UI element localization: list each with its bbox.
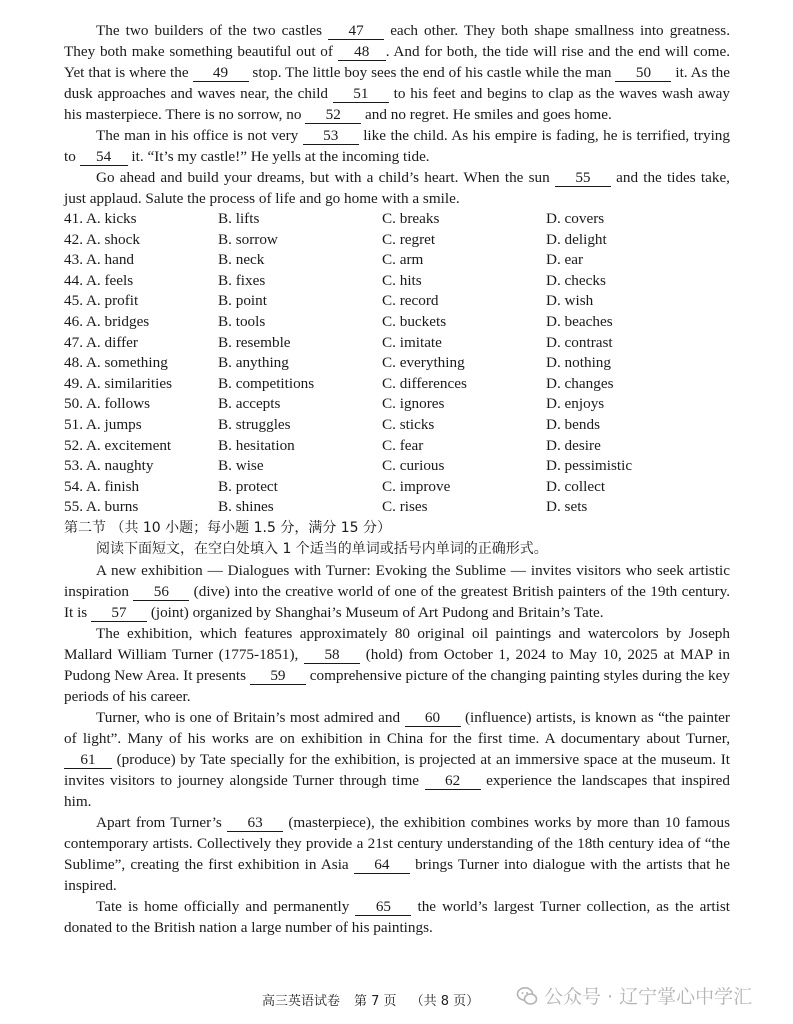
text: (dive) into the creative world of one of the greatest British painters of the 19th century. It is: [64, 582, 730, 621]
blank-48: 48: [338, 43, 386, 61]
option-row: [60, 415, 728, 436]
option-d: D. ear: [546, 251, 584, 269]
option-b: B. protect: [218, 477, 278, 495]
option-row: [60, 271, 728, 292]
blank-56: 56: [133, 583, 189, 601]
text: Turner, who is one of Britain’s most admired and: [96, 708, 405, 726]
blank-60: 60: [405, 709, 461, 727]
blank-52: 52: [305, 106, 361, 124]
option-c: C. improve: [382, 477, 451, 495]
option-b: B. anything: [218, 354, 289, 372]
option-row: [60, 333, 728, 354]
option-c: C. imitate: [382, 333, 442, 351]
text: The exhibition, which features approximately 80 original oil paintings and watercolors by Joseph Mallard William Turner (1775-1851),: [64, 624, 730, 663]
option-b: B. fixes: [218, 271, 266, 289]
text: each other. They both shape smallness into greatness. They both make something beautiful out of: [64, 22, 731, 60]
text: Go ahead and build your dreams, but with a child’s heart. When the sun: [96, 169, 555, 186]
option-d: D. collect: [546, 477, 606, 495]
page-footer: [262, 990, 493, 1009]
option-row: [60, 436, 728, 457]
option-b: B. lifts: [218, 210, 260, 227]
blank-65: 65: [355, 898, 411, 916]
blank-54: 54: [80, 148, 128, 166]
option-row: [60, 291, 728, 312]
option-a: 47. A. differ: [64, 333, 138, 351]
text: (hold) from October 1, 2024 to May 10, 2025 at MAP in Pudong New Area. It presents: [64, 645, 730, 684]
watermark-text: 公众号 · 辽宁掌心中学汇: [544, 986, 753, 1008]
text: (produce) by Tate specially for the exhibition, is projected at an immersive space at the museum. It invites visitors to journey alongside Turner through time: [64, 750, 730, 789]
exam-name: 高三英语试卷: [262, 994, 341, 1009]
option-c: C. ignores: [382, 395, 445, 413]
option-d: D. beaches: [546, 312, 613, 330]
text: experience the landscapes that inspired him.: [64, 771, 730, 810]
option-a: 55. A. burns: [64, 498, 139, 516]
option-b: B. resemble: [218, 333, 291, 351]
text: Apart from Turner’s: [96, 813, 228, 831]
blank-61: 61: [64, 751, 112, 769]
option-row: [60, 477, 728, 498]
option-row: [60, 497, 728, 518]
option-c: C. rises: [382, 498, 428, 516]
option-c: C. curious: [382, 457, 445, 475]
option-d: D. pessimistic: [546, 457, 633, 475]
option-d: D. covers: [546, 210, 605, 227]
options-table: [60, 209, 728, 518]
option-a: 41. A. kicks: [64, 210, 137, 227]
option-d: D. checks: [546, 271, 606, 289]
option-a: 43. A. hand: [64, 251, 135, 269]
page-number: 第 7 页: [354, 994, 397, 1009]
option-row: [60, 353, 728, 374]
exam-page: [64, 20, 730, 938]
option-row: [60, 456, 728, 477]
option-a: 50. A. follows: [64, 395, 151, 413]
option-a: 45. A. profit: [64, 292, 139, 310]
option-d: D. sets: [546, 498, 588, 516]
option-c: C. differences: [382, 374, 467, 392]
cloze-paragraph-3: [64, 167, 730, 209]
blank-49: 49: [193, 64, 249, 82]
text: A new exhibition — Dialogues with Turner: Evoking the Sublime — invites visitors who seek artistic inspiration: [64, 561, 730, 600]
option-row: [60, 209, 728, 230]
option-b: B. wise: [218, 457, 264, 475]
grammar-paragraph-4: [64, 812, 730, 896]
blank-51: 51: [333, 85, 389, 103]
option-d: D. desire: [546, 436, 601, 454]
option-c: C. hits: [382, 271, 422, 289]
option-c: C. everything: [382, 354, 465, 372]
grammar-paragraph-5: [64, 896, 730, 938]
blank-58: 58: [304, 646, 360, 664]
text: (influence) artists, is known as “the painter of light”. Many of his works are on exhibition in China for the first time. A documentary about Turner,: [64, 708, 730, 747]
option-d: D. wish: [546, 292, 594, 310]
option-b: B. struggles: [218, 415, 291, 433]
option-c: C. sticks: [382, 415, 435, 433]
text: (joint) organized by Shanghai’s Museum of Art Pudong and Britain’s Tate.: [147, 603, 604, 621]
cloze-paragraph-2: [64, 125, 730, 167]
blank-55: 55: [555, 169, 611, 187]
text: it. “It’s my castle!” He yells at the incoming tide.: [127, 148, 430, 165]
text: . And for both, the tide will rise and the end will come. Yet that is where the: [64, 43, 730, 81]
blank-63: 63: [227, 814, 283, 832]
section-title: 第二节 （共 10 小题；每小题 1.5 分，满分 15 分）: [64, 519, 392, 536]
option-a: 53. A. naughty: [64, 457, 154, 475]
option-row: [60, 394, 728, 415]
text: (masterpiece), the exhibition combines works by more than 10 famous contemporary artists. Collectively they provide a 21st century understanding of the 18th century idea of “the Sublime”, creating the first exhibition in Asia: [64, 813, 731, 873]
option-a: 51. A. jumps: [64, 415, 142, 433]
page-total: （共 8 页）: [410, 994, 480, 1009]
text: Tate is home officially and permanently: [96, 897, 356, 915]
option-row: [60, 230, 728, 251]
option-b: B. tools: [218, 312, 266, 330]
cloze-paragraph-1: [64, 20, 730, 125]
blank-64: 64: [354, 856, 410, 874]
option-a: 54. A. finish: [64, 477, 140, 495]
option-c: C. regret: [382, 230, 436, 248]
watermark: [516, 982, 752, 1009]
option-d: D. contrast: [546, 333, 613, 351]
option-b: B. sorrow: [218, 230, 278, 248]
option-a: 48. A. something: [64, 354, 168, 372]
option-a: 44. A. feels: [64, 271, 134, 289]
wechat-icon: [516, 985, 538, 1007]
text: and the tides take, just applaud. Salute the process of life and go home with a smile.: [64, 169, 730, 207]
option-d: D. changes: [546, 374, 614, 392]
option-a: 49. A. similarities: [64, 374, 172, 392]
blank-47: 47: [328, 22, 384, 40]
option-d: D. enjoys: [546, 395, 605, 413]
option-a: 42. A. shock: [64, 230, 140, 248]
option-b: B. accepts: [218, 395, 281, 413]
option-row: [60, 374, 728, 395]
text: the world’s largest Turner collection, as the artist donated to the British nation a large number of his paintings.: [64, 897, 731, 936]
option-d: D. nothing: [546, 354, 611, 372]
text: The man in his office is not very: [96, 127, 303, 144]
option-c: C. fear: [382, 436, 424, 454]
option-b: B. shines: [218, 498, 274, 516]
option-d: D. delight: [546, 230, 607, 248]
blank-53: 53: [303, 127, 359, 145]
blank-50: 50: [615, 64, 671, 82]
text: brings Turner into dialogue with the artists that he inspired.: [64, 855, 730, 894]
grammar-paragraph-1: [64, 560, 730, 623]
text: to his feet and begins to clap as the waves wash away his masterpiece. There is no sorrow, no: [64, 85, 730, 123]
option-b: B. hesitation: [218, 436, 295, 454]
blank-62: 62: [425, 772, 481, 790]
option-b: B. competitions: [218, 374, 315, 392]
option-row: [60, 250, 728, 271]
option-d: D. bends: [546, 415, 600, 433]
option-c: C. breaks: [382, 210, 440, 227]
text: The two builders of the two castles: [96, 22, 329, 39]
option-a: 46. A. bridges: [64, 312, 150, 330]
text: comprehensive picture of the changing painting styles during the key periods of his career.: [64, 666, 730, 705]
option-c: C. record: [382, 292, 439, 310]
option-c: C. arm: [382, 251, 424, 269]
text: like the child. As his empire is fading, he is terrified, trying to: [64, 127, 730, 165]
blank-59: 59: [250, 667, 306, 685]
blank-57: 57: [91, 604, 147, 622]
grammar-paragraph-3: [64, 707, 730, 812]
text: it. As the dusk approaches and waves near, the child: [64, 64, 730, 102]
option-row: [60, 312, 728, 333]
text: and no regret. He smiles and goes home.: [361, 106, 612, 123]
section-instruction: 阅读下面短文，在空白处填入 1 个适当的单词或括号内单词的正确形式。: [96, 540, 548, 557]
text: stop. The little boy sees the end of his castle while the man: [248, 64, 616, 81]
option-b: B. point: [218, 292, 267, 310]
option-a: 52. A. excitement: [64, 436, 172, 454]
option-b: B. neck: [218, 251, 265, 269]
option-c: C. buckets: [382, 312, 447, 330]
grammar-paragraph-2: [64, 623, 730, 707]
